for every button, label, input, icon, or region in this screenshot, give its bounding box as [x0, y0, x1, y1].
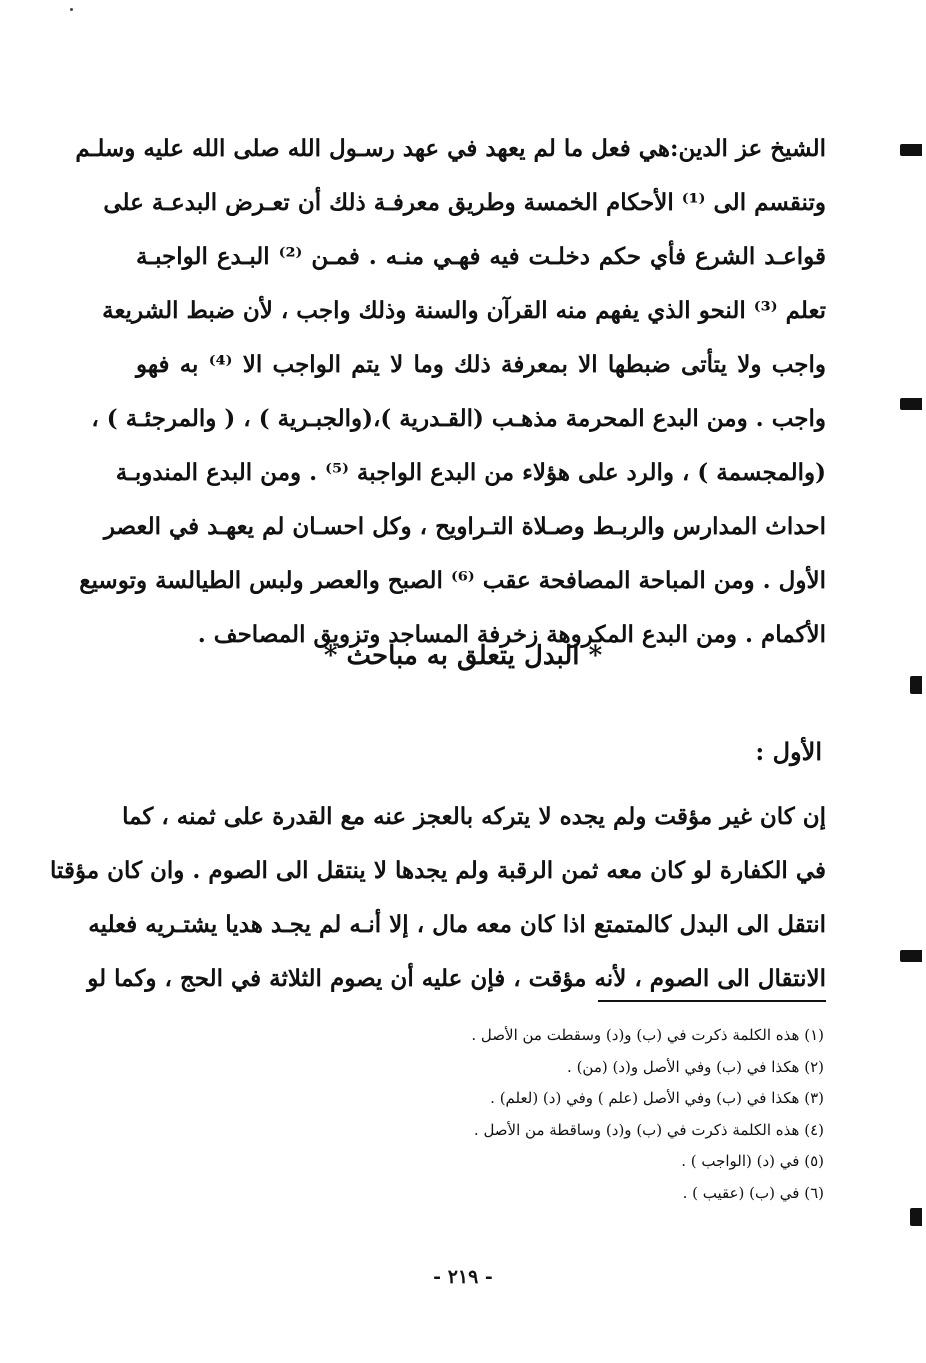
page-edge-mark: [900, 398, 922, 410]
text-line: قواعـد الشرع فأي حكم دخلـت فيه فهـي منـه . فمـن ⁽²⁾ البـدع الواجبـة: [136, 243, 826, 270]
footnote: (٢) هكذا في (ب) وفي الأصل و(د) (من) .: [567, 1057, 824, 1076]
text-line: إن كان غير مؤقت ولم يجده لا يتركه بالعجز عنه مع القدرة على ثمنه ، كما: [122, 803, 826, 830]
text-line: احداث المدارس والربـط وصـلاة التـراويح ، وكل احسـان لم يعهـد في العصر: [103, 513, 826, 540]
text-line: الأكمام . ومن البدع المكروهة زخرفة المساجد وتزويق المصاحف .: [197, 621, 826, 648]
text-line: الشيخ عز الدين:هي فعل ما لم يعهد في عهد رسـول الله صلى الله عليه وسلـم: [75, 135, 826, 162]
subsection-text-block: [50, 790, 826, 1006]
footnote: (٥) في (د) (الواجب ) .: [681, 1152, 824, 1170]
text-line: في الكفارة لو كان معه ثمن الرقبة ولم يجدها لا ينتقل الى الصوم . وان كان مؤقتا: [50, 857, 826, 884]
footnotes: [364, 1020, 824, 1209]
main-text-block: [75, 122, 826, 662]
text-line: واجب . ومن البدع المحرمة مذهـب (القـدرية )،(والجبـرية ) ، ( والمرجئـة ) ،: [91, 405, 826, 432]
scan-speck: [70, 8, 73, 11]
page-edge-mark: [900, 950, 922, 962]
text-line: تعلم ⁽³⁾ النحو الذي يفهم منه القرآن والسنة وذلك واجب ، لأن ضبط الشريعة: [102, 297, 826, 324]
footnote: (١) هذه الكلمة ذكرت في (ب) و(د) وسقطت من الأصل .: [471, 1026, 824, 1044]
footnote-divider: [598, 1000, 826, 1002]
text-line: وتنقسم الى ⁽¹⁾ الأحكام الخمسة وطريق معرفـة ذلك أن تعـرض البدعـة على: [103, 189, 826, 216]
footnote: (٦) في (ب) (عقيب ) .: [682, 1183, 824, 1202]
page-edge-mark: [900, 144, 922, 156]
page-number: - ٢١٩ -: [433, 1266, 493, 1288]
subsection-label: الأول :: [755, 737, 822, 766]
text-line: الأول . ومن المباحة المصافحة عقب ⁽⁶⁾ الصبح والعصر ولبس الطيالسة وتوسيع: [79, 567, 826, 594]
text-line: (والمجسمة ) ، والرد على هؤلاء من البدع الواجبة ⁽⁵⁾ . ومن البدع المندوبـة: [115, 459, 826, 486]
footnote: (٣) هكذا في (ب) وفي الأصل (علم ) وفي (د) (لعلم) .: [490, 1089, 824, 1107]
text-line: واجب ولا يتأتى ضبطها الا بمعرفة ذلك وما لا يتم الواجب الا ⁽⁴⁾ به فهو: [136, 351, 826, 378]
page-edge-mark: [910, 1208, 922, 1226]
section-heading: * البدل يتعلق به مباحث *: [323, 641, 603, 671]
text-line: الانتقال الى الصوم ، لأنه مؤقت ، فإن عليه أن يصوم الثلاثة في الحج ، وكما لو: [87, 965, 826, 992]
footnote: (٤) هذه الكلمة ذكرت في (ب) و(د) وساقطة من الأصل .: [473, 1120, 824, 1139]
page-edge-mark: [910, 676, 922, 694]
text-line: انتقل الى البدل كالمتمتع اذا كان معه مال ، إلا أنـه لم يجـد هديا يشتـريه فعليه: [88, 911, 826, 938]
